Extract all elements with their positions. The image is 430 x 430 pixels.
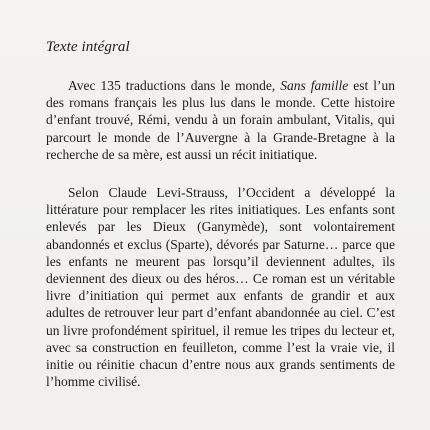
paragraph-analysis: Selon Claude Levi-Strauss, l’Occident a développé la littérature pour remplacer les rites initiatiques. Les enfants sont enlevés par les Dieux (Ganymède), sont volontairement abandonnés et exclus (Sparte), dévorés par Saturne… parce que les enfants ne meurent pas lorsqu’il deviennent adultes, ils deviennent des dieux ou des héros… Ce roman est un véritable livre d’initiation qui permet aux enfants de grandir et aux adultes de retrouver leur part d’enfant abandonnée au ciel. C’est un livre profondément spirituel, il remue les tripes du lecteur et, avec sa construction en feuilleton, comme l’est la vraie vie, il initie ou réinitie chacun d’entre nous aux grands sentiments de l’homme civilisé. [46,185,395,390]
intro-text-before: Avec 135 traductions dans le monde, [68,78,281,93]
paragraph-intro [46,77,395,163]
text-block [46,28,395,390]
section-heading: Texte intégral [46,39,130,55]
book-title: Sans famille [280,78,349,93]
intro-text-after: est l’un des romans français les plus lus dans le monde. Cette histoire d’enfant trouvé, Rémi, vendu à un forain ambulant, Vitalis, qui parcourt le monde de l’Auvergne à la Grande-Bretagne à la recherche de sa mère, est aussi un récit initiatique. [46,78,396,162]
